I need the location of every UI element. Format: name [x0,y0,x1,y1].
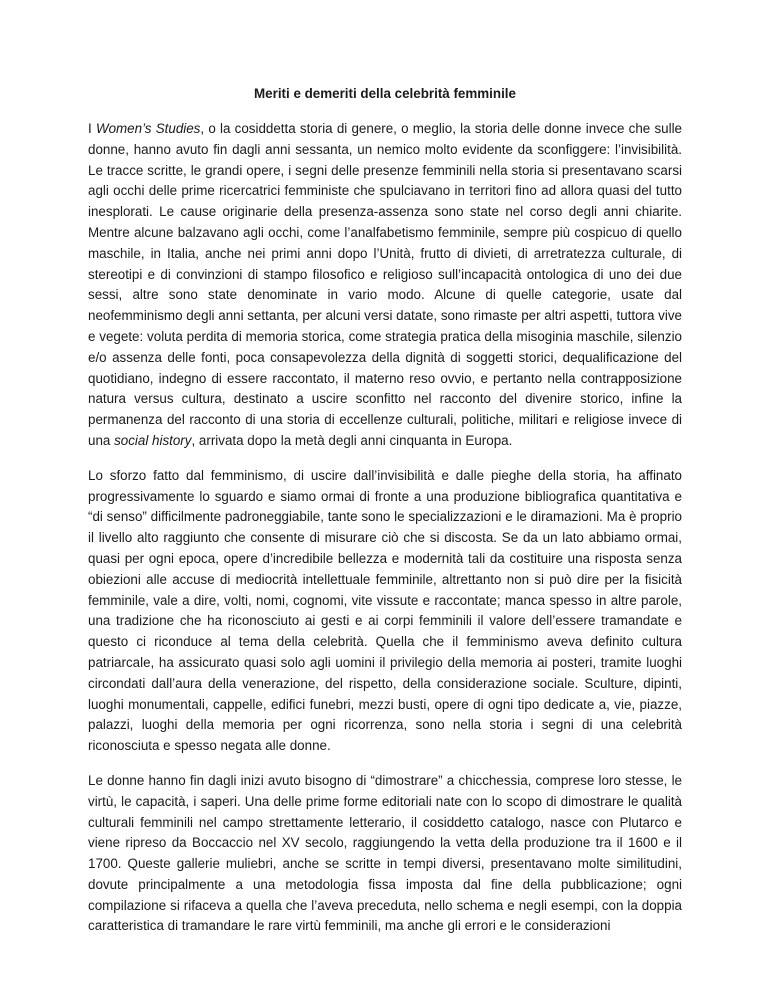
paragraph-1-part: , o la cosiddetta storia di genere, o meglio, la storia delle donne invece che sulle donne, hanno avuto fin dagli anni sessanta, un nemico molto evidente da sconfiggere: l’invisibilità. Le tracce scritte, le grandi opere, i segni delle presenze femminili nella storia si presentavano scarsi agli occhi delle prime ricercatrici femministe che spulciavano in territori fino ad allora quasi del tutto inesplorati. Le cause originarie della presenza-assenza sono state nel corso degli anni chiarite. Mentre alcune balzavano agli occhi, come l’analfabetismo femminile, sempre più cospicuo di quello maschile, in Italia, anche nei primi anni dopo l’Unità, frutto di divieti, di arretratezza culturale, di stereotipi e di convinzioni di stampo filosofico e religioso sull’incapacità ontologica di uno dei due sessi, altre sono state denominate in vario modo. Alcune di quelle categorie, usate dal neofemminismo degli anni settanta, per alcuni versi datate, sono rimaste per altri aspetti, tuttora vive e vegete: voluta perdita di memoria storica, come strategia pratica della misoginia maschile, silenzio e/o assenza delle fonti, poca consapevolezza della dignità di soggetti storici, dequalificazione del quotidiano, indegno di essere raccontato, il materno reso ovvio, e pertanto nella contrapposizione natura versus cultura, destinato a uscire sconfitto nel racconto del divenire storico, infine la permanenza del racconto di una storia di eccellenze culturali, politiche, militari e religiose invece di una [88,121,682,448]
paragraph-1-italic-term: social history [114,432,192,448]
paragraph-1 [88,119,682,452]
paragraph-2-part: Lo sforzo fatto dal femminismo, di uscire dall’invisibilità e dalle pieghe della storia, ha affinato progressivamente lo sguardo e siamo ormai di fronte a una produzione bibliografica quantitativa e “di senso” difficilmente padroneggiabile, tante sono le specializzazioni e le diramazioni. Ma è proprio il livello alto raggiunto che consente di misurare ciò che si discosta. Se da un lato abbiamo ormai, quasi per ogni epoca, opere d’incredibile bellezza e modernità tali da costituire una risposta senza obiezioni alle accuse di mediocrità intellettuale femminile, altrettanto non si può dire per la fisicità femminile, vale a dire, volti, nomi, cognomi, vite vissute e raccontate; manca spesso in altre parole, una tradizione che ha riconosciuto ai gesti e ai corpi femminili il valore dell’essere tramandate e questo ci riconduce al tema della celebrità. Quella che il femminismo aveva definito cultura patriarcale, ha assicurato quasi solo agli uomini il privilegio della memoria ai posteri, tramite luoghi circondati dall’aura della venerazione, del rispetto, della considerazione sociale. Sculture, dipinti, luoghi monumentali, cappelle, edifici funebri, mezzi busti, opere di ogni tipo dedicate a, vie, piazze, palazzi, luoghi della memoria per ogni ricorrenza, sono nella storia i segni di una celebrità riconosciuta e spesso negata alle donne. [88,467,682,754]
paragraph-1-part: , arrivata dopo la metà degli anni cinquanta in Europa. [191,432,513,448]
document-body [88,84,682,951]
paragraph-1-italic-term: Women’s Studies [95,121,201,136]
paragraph-3 [88,771,682,937]
paragraph-1-part: I [88,121,96,136]
paragraph-3-part: Le donne hanno fin dagli inizi avuto bisogno di “dimostrare” a chicchessia, comprese loro stesse, le virtù, le capacità, i saperi. Una delle prime forme editoriali nate con lo scopo di dimostrare le qualità culturali femminili nel campo strettamente letterario, il cosiddetto catalogo, nasce con Plutarco e viene ripreso da Boccaccio nel XV secolo, raggiungendo la vetta della produzione tra il 1600 e il 1700. Queste gallerie muliebri, anche se scritte in tempi diversi, presentavano molte similitudini, dovute principalmente a una metodologia fissa imposta dal fine della pubblicazione; ogni compilazione si rifaceva a quella che l’aveva preceduta, nello schema e negli esempi, con la doppia caratteristica di tramandare le rare virtù femminili, ma anche gli errori e le considerazioni [88,772,682,934]
document-title: Meriti e demeriti della celebrità femminile [254,86,516,101]
paragraph-2 [88,466,682,757]
